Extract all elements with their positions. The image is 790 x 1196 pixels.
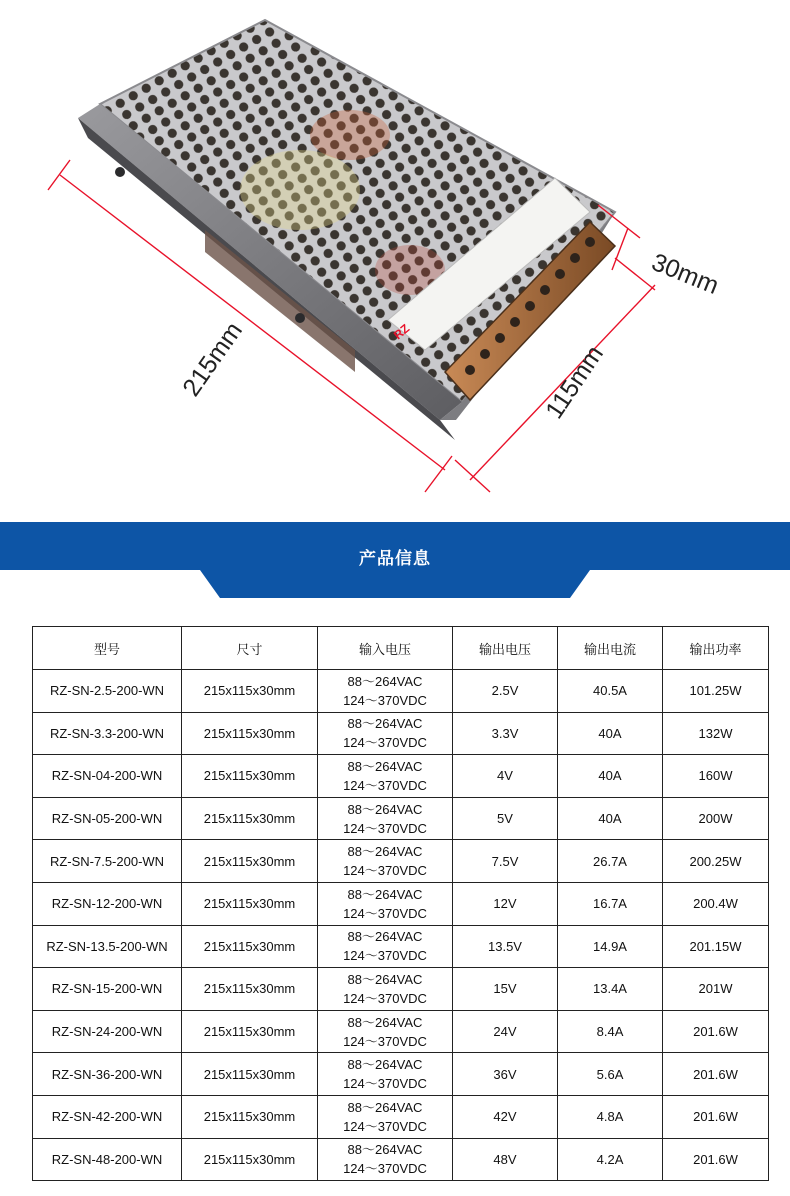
cell-model: RZ-SN-7.5-200-WN bbox=[33, 840, 182, 883]
cell-output-voltage: 5V bbox=[453, 797, 558, 840]
input-voltage-ac: 88～264VAC bbox=[347, 844, 423, 860]
cell-model: RZ-SN-12-200-WN bbox=[33, 882, 182, 925]
input-voltage-ac: 88～264VAC bbox=[347, 801, 423, 817]
input-voltage-dc: 124～370VDC bbox=[343, 1118, 427, 1134]
cell-model: RZ-SN-24-200-WN bbox=[33, 1010, 182, 1053]
table-row bbox=[33, 712, 769, 755]
cell-size: 215x115x30mm bbox=[182, 882, 318, 925]
cell-output-current: 16.7A bbox=[558, 882, 663, 925]
input-voltage-dc: 124～370VDC bbox=[343, 1076, 427, 1092]
table-row bbox=[33, 840, 769, 883]
input-voltage-dc: 124～370VDC bbox=[343, 735, 427, 751]
cell-output-power: 200.25W bbox=[663, 840, 769, 883]
table-row bbox=[33, 882, 769, 925]
cell-output-current: 4.2A bbox=[558, 1138, 663, 1181]
cell-output-voltage: 42V bbox=[453, 1095, 558, 1138]
length-dimension-label: 215mm bbox=[177, 317, 248, 402]
cell-output-voltage: 15V bbox=[453, 968, 558, 1011]
table-row bbox=[33, 925, 769, 968]
cell-output-power: 201.15W bbox=[663, 925, 769, 968]
table-body bbox=[33, 670, 769, 1181]
cell-output-power: 132W bbox=[663, 712, 769, 755]
cell-input-voltage bbox=[318, 882, 453, 925]
cell-model: RZ-SN-48-200-WN bbox=[33, 1138, 182, 1181]
cell-output-voltage: 7.5V bbox=[453, 840, 558, 883]
table-row bbox=[33, 797, 769, 840]
cell-size: 215x115x30mm bbox=[182, 712, 318, 755]
cell-input-voltage bbox=[318, 670, 453, 713]
cell-input-voltage bbox=[318, 1010, 453, 1053]
cell-output-current: 26.7A bbox=[558, 840, 663, 883]
cell-size: 215x115x30mm bbox=[182, 840, 318, 883]
cell-output-power: 200.4W bbox=[663, 882, 769, 925]
cell-output-power: 201.6W bbox=[663, 1095, 769, 1138]
cell-size: 215x115x30mm bbox=[182, 755, 318, 798]
header-model: 型号 bbox=[33, 627, 182, 670]
cell-output-current: 40A bbox=[558, 755, 663, 798]
input-voltage-dc: 124～370VDC bbox=[343, 990, 427, 1006]
cell-output-current: 8.4A bbox=[558, 1010, 663, 1053]
input-voltage-ac: 88～264VAC bbox=[347, 1142, 423, 1158]
height-dimension-label: 30mm bbox=[647, 248, 723, 301]
input-voltage-ac: 88～264VAC bbox=[347, 758, 423, 774]
cell-size: 215x115x30mm bbox=[182, 925, 318, 968]
input-voltage-dc: 124～370VDC bbox=[343, 905, 427, 921]
cell-input-voltage bbox=[318, 797, 453, 840]
input-voltage-ac: 88～264VAC bbox=[347, 1057, 423, 1073]
cell-size: 215x115x30mm bbox=[182, 1138, 318, 1181]
cell-output-current: 5.6A bbox=[558, 1053, 663, 1096]
table-row bbox=[33, 1010, 769, 1053]
cell-output-power: 201.6W bbox=[663, 1010, 769, 1053]
cell-output-voltage: 36V bbox=[453, 1053, 558, 1096]
cell-output-voltage: 48V bbox=[453, 1138, 558, 1181]
cell-size: 215x115x30mm bbox=[182, 797, 318, 840]
input-voltage-dc: 124～370VDC bbox=[343, 863, 427, 879]
header-size: 尺寸 bbox=[182, 627, 318, 670]
table-row bbox=[33, 1053, 769, 1096]
header-output-current: 输出电流 bbox=[558, 627, 663, 670]
cell-output-voltage: 4V bbox=[453, 755, 558, 798]
input-voltage-ac: 88～264VAC bbox=[347, 929, 423, 945]
cell-input-voltage bbox=[318, 840, 453, 883]
cell-size: 215x115x30mm bbox=[182, 1095, 318, 1138]
input-voltage-dc: 124～370VDC bbox=[343, 948, 427, 964]
header-input-voltage: 输入电压 bbox=[318, 627, 453, 670]
table-header-row bbox=[33, 627, 769, 670]
cell-output-current: 40A bbox=[558, 797, 663, 840]
cell-output-voltage: 24V bbox=[453, 1010, 558, 1053]
input-voltage-dc: 124～370VDC bbox=[343, 777, 427, 793]
cell-output-voltage: 2.5V bbox=[453, 670, 558, 713]
cell-output-current: 40A bbox=[558, 712, 663, 755]
input-voltage-ac: 88～264VAC bbox=[347, 673, 423, 689]
cell-size: 215x115x30mm bbox=[182, 968, 318, 1011]
cell-input-voltage bbox=[318, 755, 453, 798]
cell-output-power: 101.25W bbox=[663, 670, 769, 713]
cell-input-voltage bbox=[318, 925, 453, 968]
input-voltage-ac: 88～264VAC bbox=[347, 971, 423, 987]
table-row bbox=[33, 1095, 769, 1138]
cell-output-voltage: 12V bbox=[453, 882, 558, 925]
cell-size: 215x115x30mm bbox=[182, 670, 318, 713]
cell-output-power: 200W bbox=[663, 797, 769, 840]
cell-output-power: 201.6W bbox=[663, 1138, 769, 1181]
cell-output-power: 201W bbox=[663, 968, 769, 1011]
input-voltage-dc: 124～370VDC bbox=[343, 1161, 427, 1177]
cell-input-voltage bbox=[318, 968, 453, 1011]
cell-model: RZ-SN-36-200-WN bbox=[33, 1053, 182, 1096]
cell-output-power: 201.6W bbox=[663, 1053, 769, 1096]
cell-model: RZ-SN-2.5-200-WN bbox=[33, 670, 182, 713]
header-output-voltage: 输出电压 bbox=[453, 627, 558, 670]
cell-output-voltage: 13.5V bbox=[453, 925, 558, 968]
cell-output-current: 4.8A bbox=[558, 1095, 663, 1138]
product-photo bbox=[0, 0, 790, 520]
cell-output-current: 40.5A bbox=[558, 670, 663, 713]
svg-text:RZ: RZ bbox=[390, 321, 413, 343]
input-voltage-dc: 124～370VDC bbox=[343, 820, 427, 836]
spec-table bbox=[32, 626, 769, 1181]
cell-input-voltage bbox=[318, 712, 453, 755]
cell-output-voltage: 3.3V bbox=[453, 712, 558, 755]
input-voltage-dc: 124～370VDC bbox=[343, 692, 427, 708]
cell-size: 215x115x30mm bbox=[182, 1053, 318, 1096]
table-row bbox=[33, 1138, 769, 1181]
input-voltage-dc: 124～370VDC bbox=[343, 1033, 427, 1049]
cell-output-current: 13.4A bbox=[558, 968, 663, 1011]
table-row bbox=[33, 755, 769, 798]
cell-model: RZ-SN-13.5-200-WN bbox=[33, 925, 182, 968]
cell-model: RZ-SN-04-200-WN bbox=[33, 755, 182, 798]
cell-model: RZ-SN-15-200-WN bbox=[33, 968, 182, 1011]
section-title: 产品信息 bbox=[359, 549, 431, 569]
cell-output-current: 14.9A bbox=[558, 925, 663, 968]
table-row bbox=[33, 670, 769, 713]
table-row bbox=[33, 968, 769, 1011]
cell-input-voltage bbox=[318, 1053, 453, 1096]
cell-model: RZ-SN-05-200-WN bbox=[33, 797, 182, 840]
cell-model: RZ-SN-3.3-200-WN bbox=[33, 712, 182, 755]
input-voltage-ac: 88～264VAC bbox=[347, 1014, 423, 1030]
section-banner bbox=[0, 522, 790, 602]
header-output-power: 输出功率 bbox=[663, 627, 769, 670]
input-voltage-ac: 88～264VAC bbox=[347, 716, 423, 732]
cell-size: 215x115x30mm bbox=[182, 1010, 318, 1053]
cell-input-voltage bbox=[318, 1138, 453, 1181]
cell-output-power: 160W bbox=[663, 755, 769, 798]
input-voltage-ac: 88～264VAC bbox=[347, 886, 423, 902]
cell-input-voltage bbox=[318, 1095, 453, 1138]
cell-model: RZ-SN-42-200-WN bbox=[33, 1095, 182, 1138]
width-dimension-label: 115mm bbox=[540, 340, 609, 424]
input-voltage-ac: 88～264VAC bbox=[347, 1099, 423, 1115]
